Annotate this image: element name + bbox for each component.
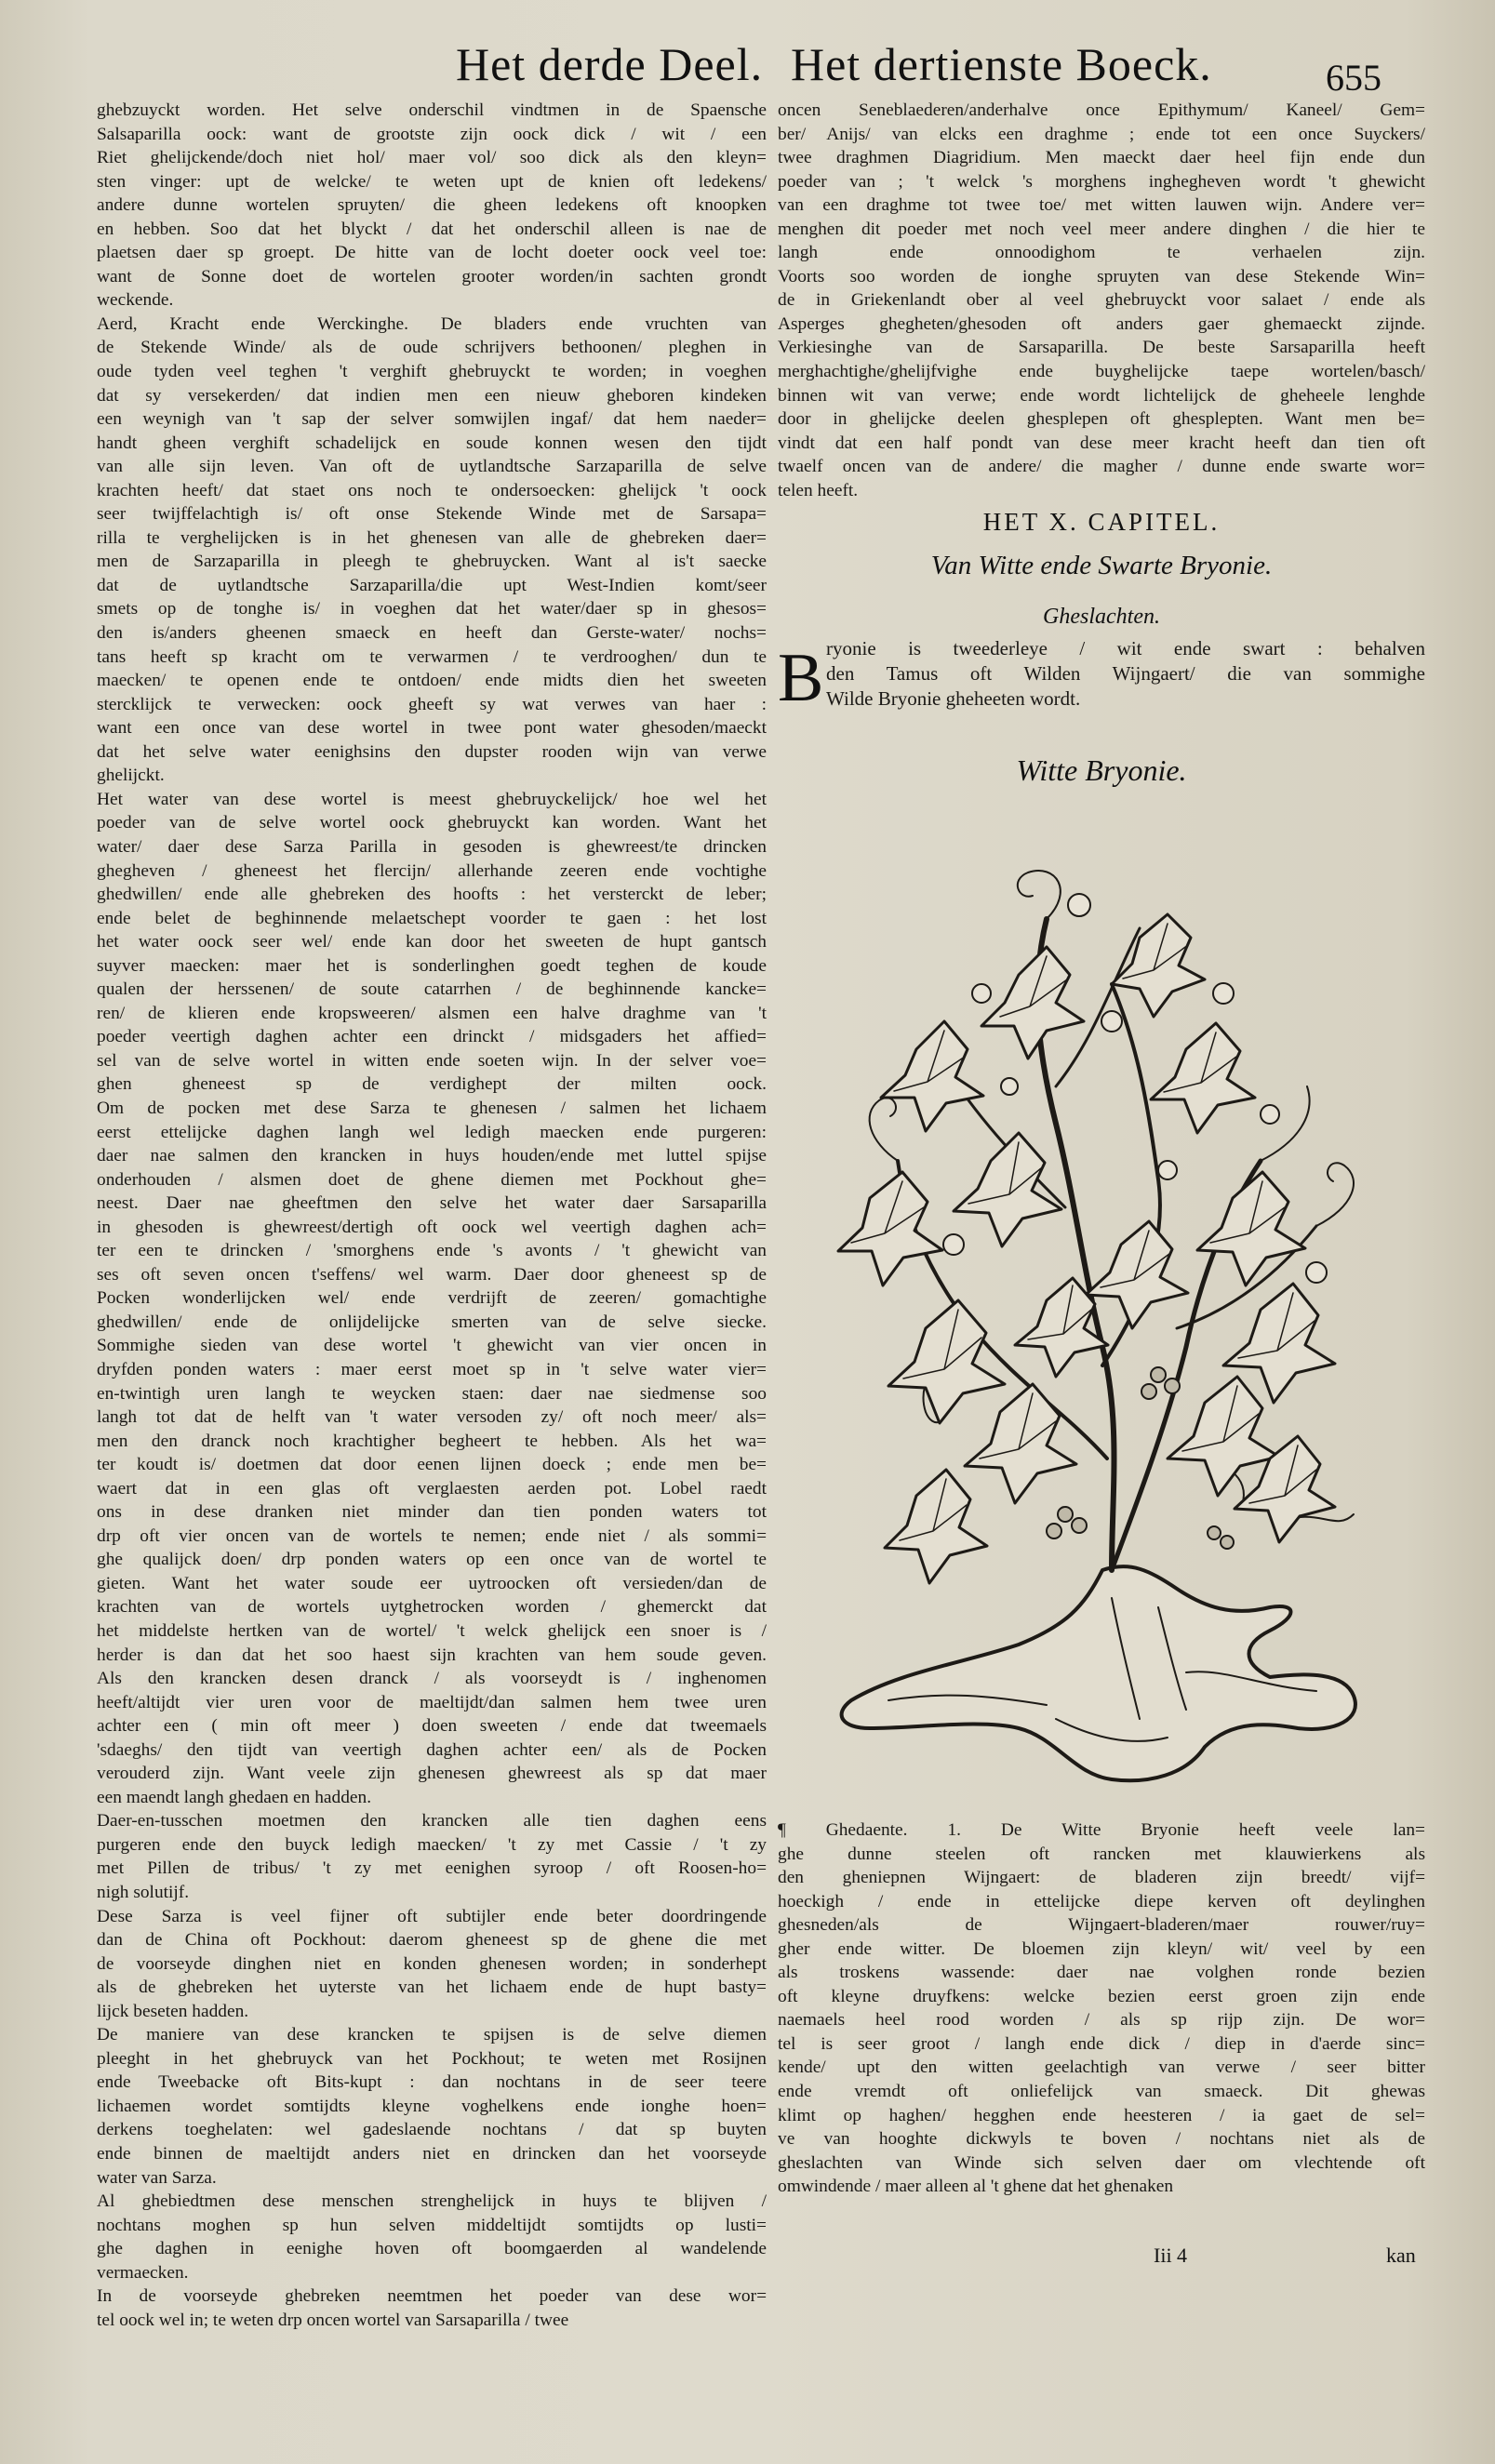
text-line: krachten heeft/ dat staet ons noch te ondersoecken: ghelijck 't oock	[97, 480, 767, 500]
text-line: dat sy versekerden/ dat indien men een nieuw gheboren kindeken	[97, 385, 767, 406]
text-line: binnen wit van verwe; ende wordt lichtelijck de gheheele lenghde	[778, 385, 1425, 406]
text-line: Sommighe sieden van dese wortel 't ghewicht van vier oncen in	[97, 1336, 767, 1356]
text-line: den is/anders gheenen smaeck en heeft dan Gerste-water/ nochs=	[97, 623, 767, 644]
text-line: hoeckigh / ende in ettelijcke diepe kerven oft deylinghen	[778, 1891, 1425, 1911]
text-line: ende belet de beghinnende melaetschept voorder te gaen : het lost	[97, 908, 767, 928]
text-line: pleeght in het ghebruyck van het Pockhout; te weten met Rosijnen	[97, 2048, 767, 2069]
text-line: twee draghmen Diagridium. Men maeckt daer heel fijn ende dun	[778, 148, 1425, 168]
text-line: stercklijck te verwecken: oock gheeft sy wat verwes van haer :	[97, 694, 767, 714]
text-line: qualen der herssenen/ de soute catarrhen / de beghinnende kancke=	[97, 979, 767, 1000]
text-line: In de voorseyde ghebreken neemtmen het poeder van dese wor=	[97, 2286, 767, 2307]
text-line: een weynigh van 't sap der selver somwijlen ingaf/ dat hem naeder=	[97, 409, 767, 430]
signature-mark: Iii 4	[1154, 2244, 1188, 2267]
text-line: den Tamus oft Wilden Wijngaert/ die van sommighe	[826, 662, 1425, 685]
text-line: want een once van dese wortel in twee pont water ghesoden/maeckt	[97, 718, 767, 739]
text-line: ber/ Anijs/ van elcks een draghme ; ende tot een once Suyckers/	[778, 124, 1425, 144]
text-line: ghe qualijck doen/ drp ponden waters op een once van de wortel te	[97, 1550, 767, 1570]
text-line: twaelf oncen van de andere/ die magher / dunne ende swarte wor=	[778, 457, 1425, 477]
text-line: Aerd, Kracht ende Werckinghe. De bladers ende vruchten van	[97, 313, 767, 334]
text-line: water van Sarza.	[97, 2167, 217, 2188]
text-line: rilla te verghelijcken is in het ghenesen van alle de ghebreken daer=	[97, 527, 767, 548]
text-line: een maendt langh ghedaen en hadden.	[97, 1787, 372, 1807]
text-line: suyver maecken: maer het is sonderlinghen goedt teghen de koude	[97, 955, 767, 976]
text-line: want de Sonne doet de wortelen grooter worden/in sachten grondt	[97, 266, 767, 286]
running-title-left: Het derde Deel.	[456, 38, 764, 90]
text-line: tans heeft sp kracht om te verwarmen / te verdrooghen/ dun te	[97, 646, 767, 667]
text-line: Pocken wonderlijcken wel/ ende verdrijft de zeeren/ gomachtighe	[97, 1288, 767, 1309]
text-line: ghelijckt.	[97, 766, 165, 786]
text-line: gieten. Want het water soude eer uytroocken oft versieden/dan de	[97, 1573, 767, 1593]
text-line: ende binnen de maeltijdt anders niet en drincken dan het voorseyde	[97, 2144, 767, 2164]
text-line: door in ghelijcke deelen ghesplepen oft ghesplepten. Want men be=	[778, 409, 1425, 430]
text-line: ghe daghen in eenighe hoven oft boomgaerden al wandelende	[97, 2239, 767, 2259]
text-line: kende/ upt den witten geelachtigh van verwe / seer bitter	[778, 2058, 1425, 2078]
text-line: ende Tweebacke oft Bits-kupt : dan nochtans in de seer teere	[97, 2072, 767, 2093]
text-line: heeft/altijdt vier uren voor de maeltijdt/dan salmen hem twee uren	[97, 1692, 767, 1712]
text-line: ghebzuyckt worden. Het selve onderschil vindtmen in de Spaensche	[97, 100, 767, 120]
chapter-number: HET X. CAPITEL.	[982, 508, 1221, 536]
white-bryony-woodcut	[833, 807, 1391, 1784]
text-line: langh tot dat de helft van 't water versoden zy/ oft noch meer/ als=	[97, 1407, 767, 1428]
text-line: de voorseyde dinghen niet en konden ghenesen worden; in sonderhept	[97, 1953, 767, 1974]
text-line: sel van de selve wortel in witten ende soeten wijn. In der selver voe=	[97, 1050, 767, 1071]
text-line: dan de China oft Pockhout: daerom gheneest sp de ghene die met	[97, 1930, 767, 1951]
text-line: langh ende onnoodighom te verhaelen zijn.	[778, 243, 1425, 263]
text-line: Salsaparilla oock: want de grootste zijn oock dick / wit / een	[97, 124, 767, 144]
page-number: 655	[1326, 57, 1382, 99]
text-line: omwindende / maer alleen al 't ghene dat het ghenaken	[778, 2177, 1174, 2197]
text-line: Om de pocken met dese Sarza te ghenesen / salmen het lichaem	[97, 1098, 767, 1118]
text-line: ghedwillen/ ende alle ghebreken des hoofts : het versterckt de leber;	[97, 885, 767, 905]
text-line: lichaemen wordet somtijdts kleyne voghelkens ende ionghe hoen=	[97, 2096, 767, 2116]
text-line: en-twintigh uren langh te weycken staen: daer nae siedmense soo	[97, 1383, 767, 1404]
text-line: dat het selve water eenighsins den dupster rooden wijn van verwe	[97, 741, 767, 762]
text-line: waert dat in een glas oft verglaesten aerden pot. Lobel raedt	[97, 1478, 767, 1498]
text-line: Asperges ghegheten/ghesoden oft anders gaer ghemaeckt zijnde.	[778, 313, 1425, 334]
text-line: telen heeft.	[778, 480, 859, 500]
text-line: met Pillen de tribus/ 't zy met eenighen syroop / oft Roosen-ho=	[97, 1858, 767, 1879]
text-line: tel oock wel in; te weten drp oncen wortel van Sarsaparilla / twee	[97, 2310, 569, 2330]
text-line: en hebben. Soo dat het blyckt / dat het onderschil alleen is nae de	[97, 219, 767, 239]
text-line: De maniere van dese krancken te spijsen is de selve diemen	[97, 2025, 767, 2045]
text-line: ter een te drincken / 'smorghens ende 's avonts / 't ghewicht van	[97, 1241, 767, 1261]
text-line: dat de uytlandtsche Sarzaparilla/die upt West-Indien komt/seer	[97, 575, 767, 595]
text-line: ¶ Ghedaente. 1. De Witte Bryonie heeft veele lan=	[778, 1820, 1425, 1840]
text-line: Daer-en-tusschen moetmen den krancken alle tien daghen eens	[97, 1811, 767, 1831]
text-line: den gheniepnen Wijngaert: de bladeren zijn breedt/ vijf=	[778, 1868, 1425, 1888]
text-line: Het water van dese wortel is meest ghebruyckelijck/ hoe wel het	[97, 789, 767, 809]
text-line: Als den krancken desen dranck / als voorseydt is / inghenomen	[97, 1669, 767, 1689]
text-line: nochtans moghen sp hun selven middeltijdt somtijdts op lusti=	[97, 2215, 767, 2235]
text-line: klimt op haghen/ hegghen ende heesteren / ia gaet de sel=	[778, 2105, 1425, 2125]
text-line: gheslachten van Winde sich selven daer om vlechtende oft	[778, 2152, 1425, 2173]
text-line: in ghesoden is ghewreest/dertigh oft oock wel veertigh daghen ach=	[97, 1217, 767, 1237]
text-line: derkens toeghelaten: wel gadeslaende nochtans / dat sp buyten	[97, 2120, 767, 2140]
text-line: vindt dat een half pondt van dese meer kracht heeft dan tien oft	[778, 433, 1425, 453]
text-line: onderhouden / alsmen doet de ghene diemen met Pockhout ghe=	[97, 1169, 767, 1190]
text-line: oude tyden veel teghen 't verghift ghebruyckt te worden; in voeghen	[97, 362, 767, 382]
text-line: ren/ de klieren ende kropsweeren/ alsmen een halve draghme van 't	[97, 1003, 767, 1023]
text-line: het water oock seer wel/ ende kan door het sweeten de hupt gantsch	[97, 932, 767, 952]
text-line: ryonie is tweederleye / wit ende swart : behalven	[826, 637, 1425, 659]
text-line: ter koudt is/ doetmen dat door eenen lijnen doeck ; ende men be=	[97, 1455, 767, 1475]
text-line: als de ghebreken het uyterste van het lichaem ende de hupt basty=	[97, 1978, 767, 1998]
section-heading: Gheslachten.	[1043, 605, 1160, 629]
text-line: dryfden ponden waters : maer eerst moet sp in 't selve water vier=	[97, 1359, 767, 1379]
text-line: oncen Seneblaederen/anderhalve once Epithymum/ Kaneel/ Gem=	[778, 100, 1425, 120]
text-line: ghen gheneest sp de verdighept der milten oock.	[97, 1074, 767, 1095]
text-line: Voorts soo worden de ionghe spruyten van dese Stekende Win=	[778, 266, 1425, 286]
text-line: Wilde Bryonie gheheeten wordt.	[826, 687, 1081, 710]
text-line: van alle sijn leven. Van oft de uytlandtsche Sarzaparilla de selve	[97, 457, 767, 477]
text-line: ses oft seven oncen t'seffens/ wel warm. Daer door gheneest sp de	[97, 1264, 767, 1285]
text-line: Al ghebiedtmen dese menschen strenghelijck in huys te blijven /	[97, 2191, 767, 2212]
text-line: ende vremdt oft onliefelijck van smaeck. Dit ghewas	[778, 2082, 1425, 2102]
text-line: Verkiesinghe van de Sarsaparilla. De beste Sarsaparilla heeft	[778, 338, 1425, 358]
text-line: oft kleyne druyfkens: welcke bezien eerst groen zijn ende	[778, 1986, 1425, 2006]
left-text-column	[97, 99, 767, 2330]
text-line: neest. Daer nae gheeftmen den selve het water daer Sarsaparilla	[97, 1193, 767, 1214]
text-line: eerst ettelijcke daghen langh wel ledigh maecken ende purgeren:	[97, 1122, 767, 1142]
text-line: 'sdaeghs/ den tijdt van veertigh daghen achter een/ als de Pocken	[97, 1739, 767, 1760]
text-line: herder is dan dat het soo haest sijn krachten van hem soude geven.	[97, 1645, 767, 1665]
text-line: nigh solutijf.	[97, 1883, 190, 1903]
text-line: andere dunne wortelen spruyten/ die gheen ledekens oft knoopken	[97, 195, 767, 216]
text-line: daer nae salmen den krancken in huys houden/ende met luttel spijse	[97, 1146, 767, 1166]
text-line: ghedwillen/ ende de onlijdelijcke smerten van de selve siecke.	[97, 1312, 767, 1332]
text-line: plaetsen daer sp groept. De hitte van de locht doeter oock veel toe:	[97, 243, 767, 263]
text-line: sten vinger: upt de welcke/ te weten upt de knien oft ledekens/	[97, 171, 767, 192]
text-line: merghachtighe/ghelijfvighe ende buyghelijcke taepe wortelen/basch/	[778, 362, 1425, 382]
text-line: Riet ghelijckende/doch niet hol/ maer vol/ soo dick als den kleyn=	[97, 148, 767, 168]
text-line: weckende.	[97, 290, 174, 311]
text-line: ghesneden/als de Wijngaert-bladeren/maer rouwer/ruy=	[778, 1915, 1425, 1936]
text-line: tel is seer groot / langh ende dick / diep in d'aerde sinc=	[778, 2033, 1425, 2054]
text-line: vermaecken.	[97, 2262, 189, 2283]
figure-caption: Witte Bryonie.	[1016, 753, 1187, 787]
text-line: ghegheven / gheneest het flercijn/ allerhande zeeren ende vochtighe	[97, 860, 767, 881]
right-bottom-text-column	[778, 1818, 1425, 2202]
text-line: men de Sarzaparilla in pleegh te ghebruycken. Want al is't saecke	[97, 552, 767, 572]
text-line: als troskens wassende: daer nae volghen ronde bezien	[778, 1963, 1425, 1983]
text-line: handt gheen verghift schadelijck en soude konnen wesen den tijdt	[97, 433, 767, 453]
text-line: ons in dese dranken niet minder dan tien ponden waters tot	[97, 1502, 767, 1523]
text-line: men den dranck noch krachtigher begheert te hebben. Als het wa=	[97, 1431, 767, 1451]
text-line: drp oft vier oncen van de wortels te nemen; ende niet / als sommi=	[97, 1525, 767, 1546]
text-line: de in Griekenlandt ober al veel ghebruyckt voor salaet / ende als	[778, 290, 1425, 311]
drop-capital: B	[778, 640, 824, 716]
text-line: purgeren ende den buyck ledigh maecken/ 't zy met Cassie / 't zy	[97, 1834, 767, 1855]
chapter-intro	[826, 636, 1425, 711]
text-line: smets op de tonghe is/ in voeghen dat het water/daer sp in ghesos=	[97, 599, 767, 619]
text-line: poeder veertigh daghen achter een drinckt / midsgaders het affied=	[97, 1027, 767, 1047]
text-line: lijck beseten hadden.	[97, 2001, 249, 2021]
text-line: verouderd zijn. Want veele zijn ghenesen ghewreest als sp dat maer	[97, 1764, 767, 1784]
text-line: menghen dit poeder met noch veel meer andere dinghen / die hier te	[778, 219, 1425, 239]
text-line: de Stekende Winde/ als de oude schrijvers bethoonen/ pleghen in	[97, 338, 767, 358]
text-line: van een draghme tot twee toe/ met witten lauwen wijn. Andere ver=	[778, 195, 1425, 216]
text-line: ve van hooghte dickwyls te boven / nochtans niet als de	[778, 2129, 1425, 2150]
text-line: water/ daer dese Sarza Parilla in gesoden is ghewreest/te drincken	[97, 836, 767, 857]
running-title-right: Het dertienste Boeck.	[791, 38, 1212, 90]
right-top-text-column	[778, 99, 1425, 508]
chapter-title: Van Witte ende Swarte Bryonie.	[930, 551, 1273, 580]
text-line: seer twijffelachtigh is/ oft onse Stekende Winde met de Sarsapa=	[97, 504, 767, 525]
text-line: achter een ( min oft meer ) doen sweeten / ende dat tweemaels	[97, 1716, 767, 1737]
text-line: het middelste hertken van de wortel/ 't welck ghelijck een snoer is /	[97, 1621, 767, 1641]
text-line: Dese Sarza is veel fijner oft subtijler ende beter doordringende	[97, 1906, 767, 1926]
text-line: krachten van de wortels uytghetrocken worden / ghemerckt dat	[97, 1597, 767, 1618]
text-line: poeder van ; 't welck 's morghens inghegheven wordt 't ghewicht	[778, 171, 1425, 192]
text-line: gher ende witter. De bloemen zijn kleyn/ wit/ veel by een	[778, 1938, 1425, 1959]
text-line: maecken/ te openen ende te ontdoen/ ende midts dien het sweeten	[97, 671, 767, 691]
text-line: poeder van de selve wortel oock ghebruyckt kan worden. Want het	[97, 813, 767, 833]
text-line: ghe dunne steelen oft rancken met klauwierkens als	[778, 1844, 1425, 1864]
catchword: kan	[1386, 2244, 1416, 2267]
text-line: naemaels heel rood worden / als sp rijp zijn. De wor=	[778, 2010, 1425, 2031]
